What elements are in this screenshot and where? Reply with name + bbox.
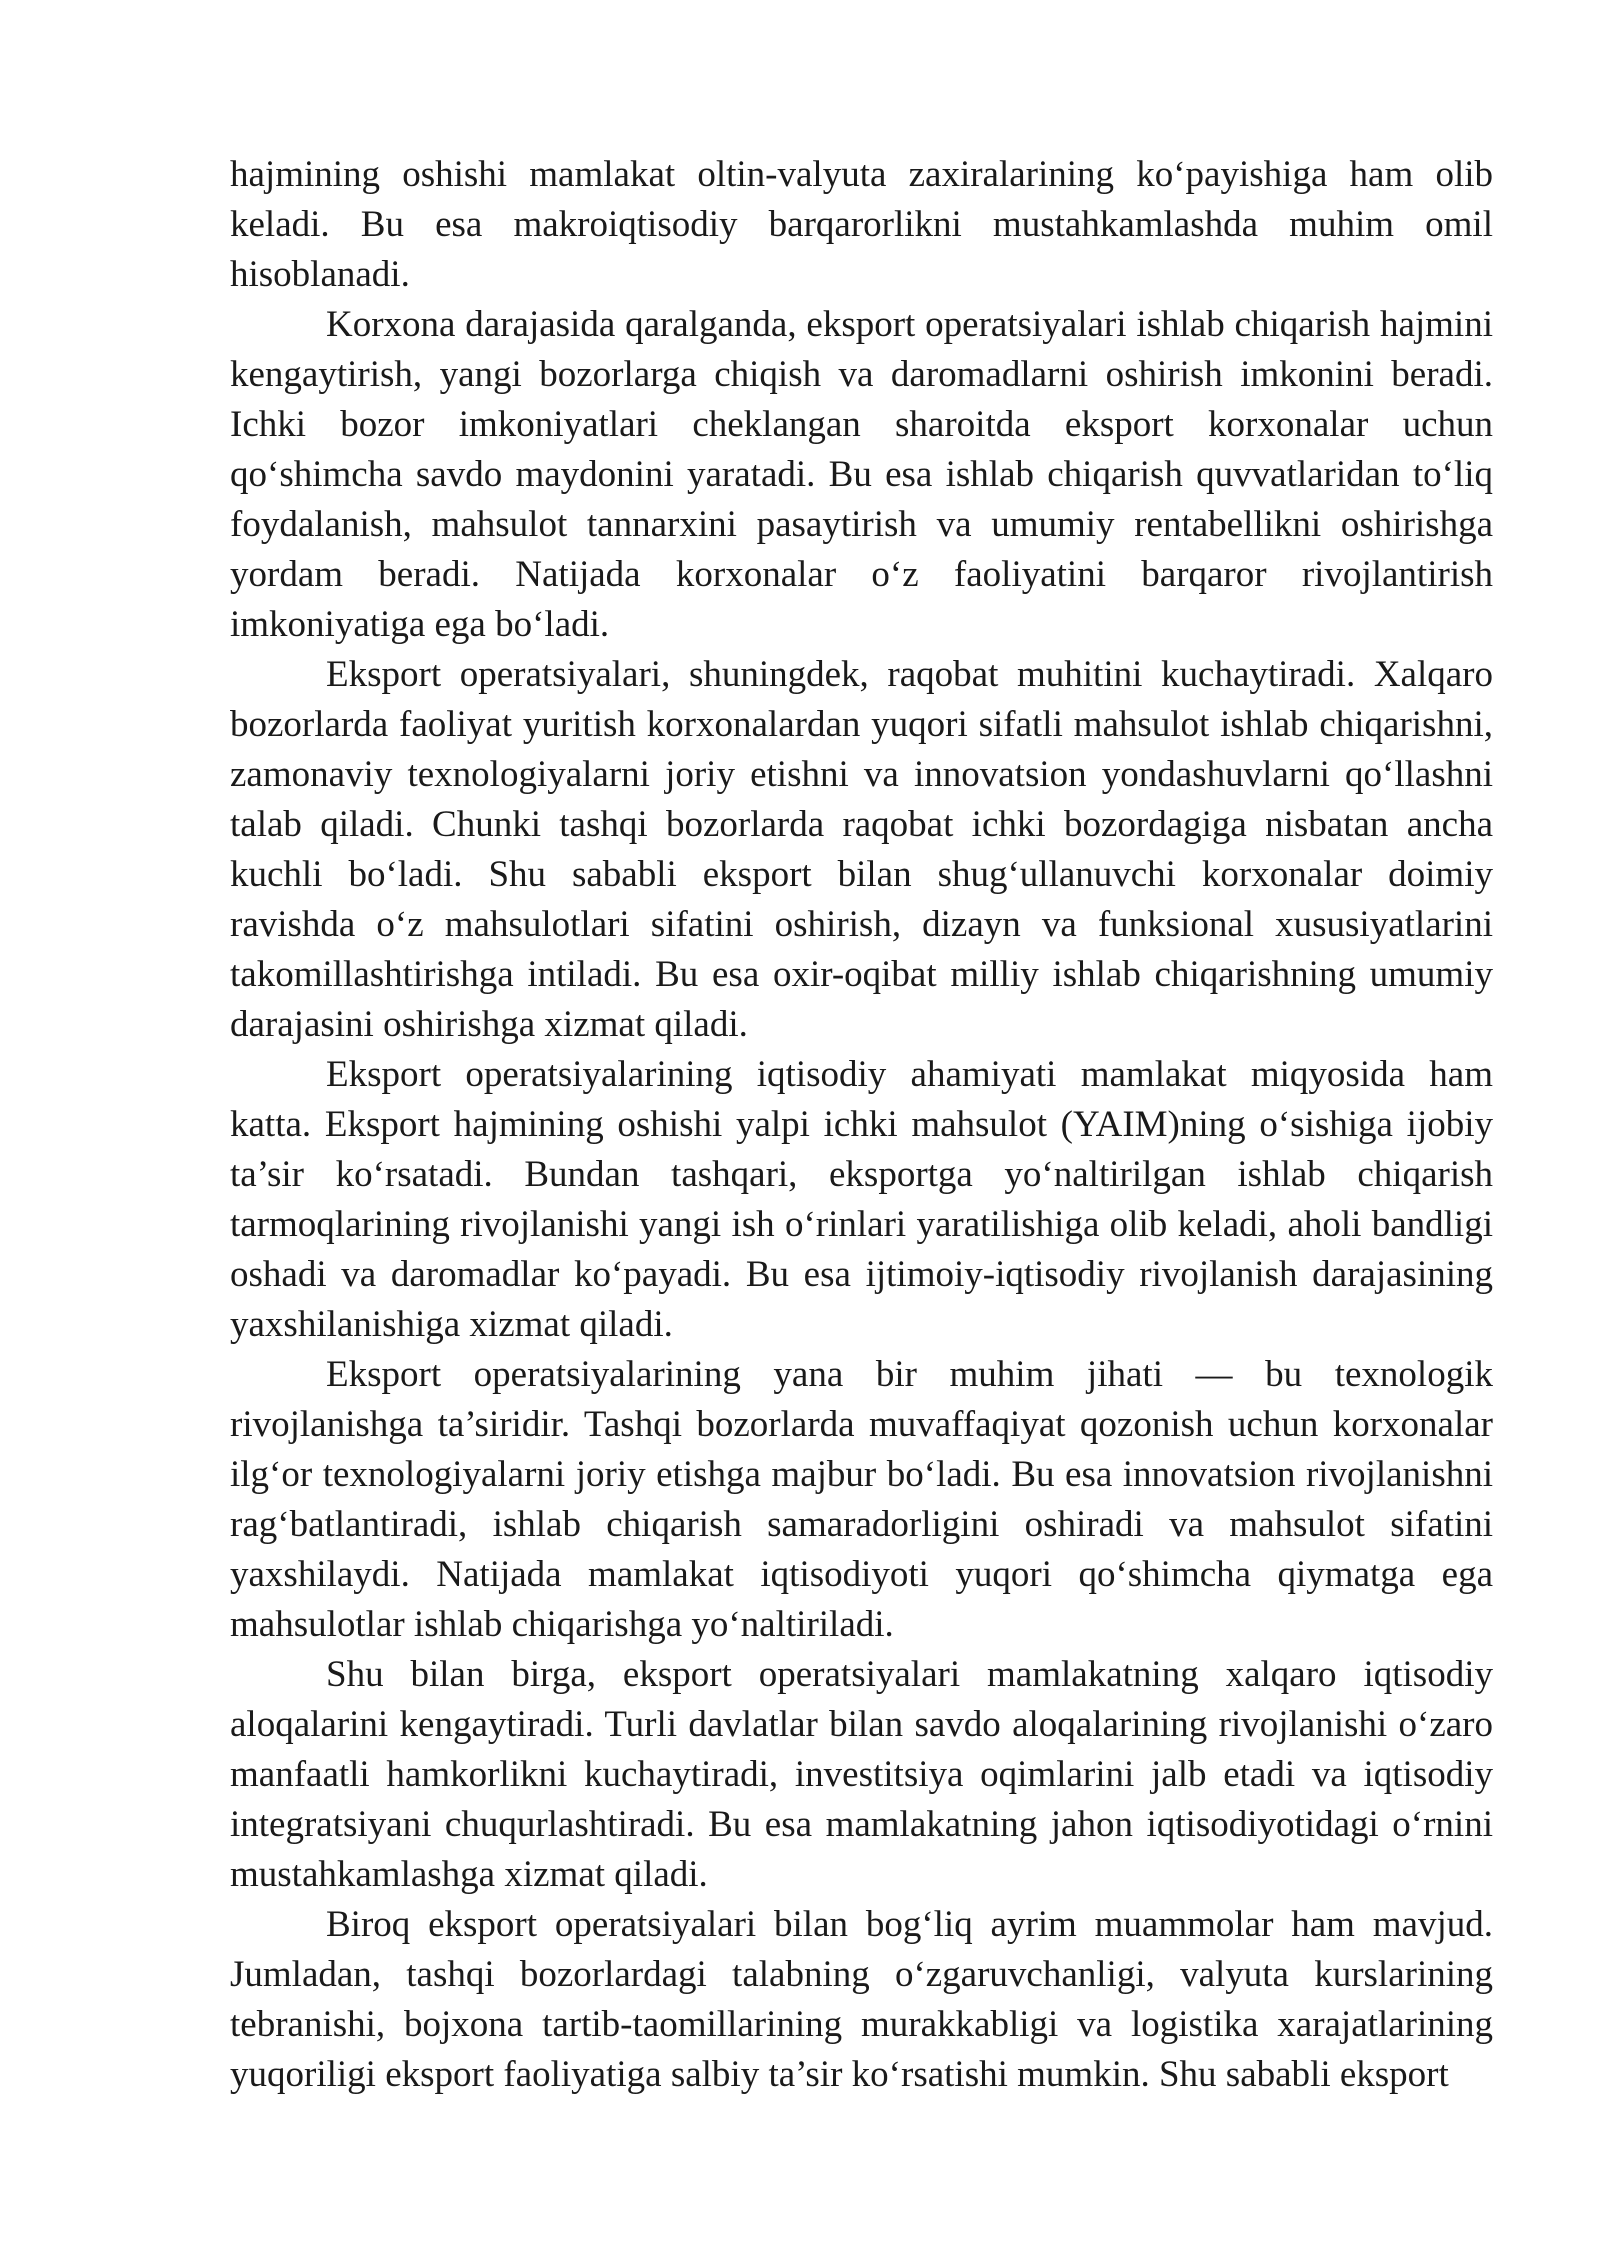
paragraph-2: Korxona darajasida qaralganda, eksport operatsiyalari ishlab chiqarish hajmini kengaytirish, yangi bozorlarga chiqish va daromadlarni oshirish imkonini beradi. Ichki bozor imkoniyatlari cheklangan sharoitda eksport korxonalar uchun qo‘shimcha savdo maydonini yaratadi. Bu esa ishlab chiqarish quvvatlaridan to‘liq foydalanish, mahsulot tannarxini pasaytirish va umumiy rentabellikni oshirishga yordam beradi. Natijada korxonalar o‘z faoliyatini barqaror rivojlantirish imkoniyatiga ega bo‘ladi.	[230, 304, 1493, 645]
paragraph-3: Eksport operatsiyalari, shuningdek, raqobat muhitini kuchaytiradi. Xalqaro bozorlarda faoliyat yuritish korxonalardan yuqori sifatli mahsulot ishlab chiqarishni, zamonaviy texnologiyalarni joriy etishni va innovatsion yondashuvlarni qo‘llashni talab qiladi. Chunki tashqi bozorlarda raqobat ichki bozordagiga nisbatan ancha kuchli bo‘ladi. Shu sababli eksport bilan shug‘ullanuvchi korxonalar doimiy ravishda o‘z mahsulotlari sifatini oshirish, dizayn va funksional xususiyatlarini takomillashtirishga intiladi. Bu esa oxir-oqibat milliy ishlab chiqarishning umumiy darajasini oshirishga xizmat qiladi.	[230, 654, 1493, 1045]
paragraph-7: Biroq eksport operatsiyalari bilan bog‘liq ayrim muammolar ham mavjud. Jumladan, tashqi bozorlardagi talabning o‘zgaruvchanligi, valyuta kurslarining tebranishi, bojxona tartib-taomillarining murakkabligi va logistika xarajatlarining yuqoriligi eksport faoliyatiga salbiy ta’sir ko‘rsatishi mumkin. Shu sababli eksport	[230, 1904, 1493, 2095]
paragraph-6: Shu bilan birga, eksport operatsiyalari mamlakatning xalqaro iqtisodiy aloqalarini kengaytiradi. Turli davlatlar bilan savdo aloqalarining rivojlanishi o‘zaro manfaatli hamkorlikni kuchaytiradi, investitsiya oqimlarini jalb etadi va iqtisodiy integratsiyani chuqurlashtiradi. Bu esa mamlakatning jahon iqtisodiyotidagi o‘rnini mustahkamlashga xizmat qiladi.	[230, 1654, 1493, 1895]
paragraph-5: Eksport operatsiyalarining yana bir muhim jihati — bu texnologik rivojlanishga ta’siridir. Tashqi bozorlarda muvaffaqiyat qozonish uchun korxonalar ilg‘or texnologiyalarni joriy etishga majbur bo‘ladi. Bu esa innovatsion rivojlanishni rag‘batlantiradi, ishlab chiqarish samaradorligini oshiradi va mahsulot sifatini yaxshilaydi. Natijada mamlakat iqtisodiyoti yuqori qo‘shimcha qiymatga ega mahsulotlar ishlab chiqarishga yo‘naltiriladi.	[230, 1354, 1493, 1645]
document-page	[230, 150, 1493, 2100]
paragraph-1: hajmining oshishi mamlakat oltin-valyuta zaxiralarining ko‘payishiga ham olib keladi. Bu esa makroiqtisodiy barqarorlikni mustahkamlashda muhim omil hisoblanadi.	[230, 154, 1493, 295]
paragraph-4: Eksport operatsiyalarining iqtisodiy ahamiyati mamlakat miqyosida ham katta. Eksport hajmining oshishi yalpi ichki mahsulot (YAIM)ning o‘sishiga ijobiy ta’sir ko‘rsatadi. Bundan tashqari, eksportga yo‘naltirilgan ishlab chiqarish tarmoqlarining rivojlanishi yangi ish o‘rinlari yaratilishiga olib keladi, aholi bandligi oshadi va daromadlar ko‘payadi. Bu esa ijtimoiy-iqtisodiy rivojlanish darajasining yaxshilanishiga xizmat qiladi.	[230, 1054, 1493, 1345]
